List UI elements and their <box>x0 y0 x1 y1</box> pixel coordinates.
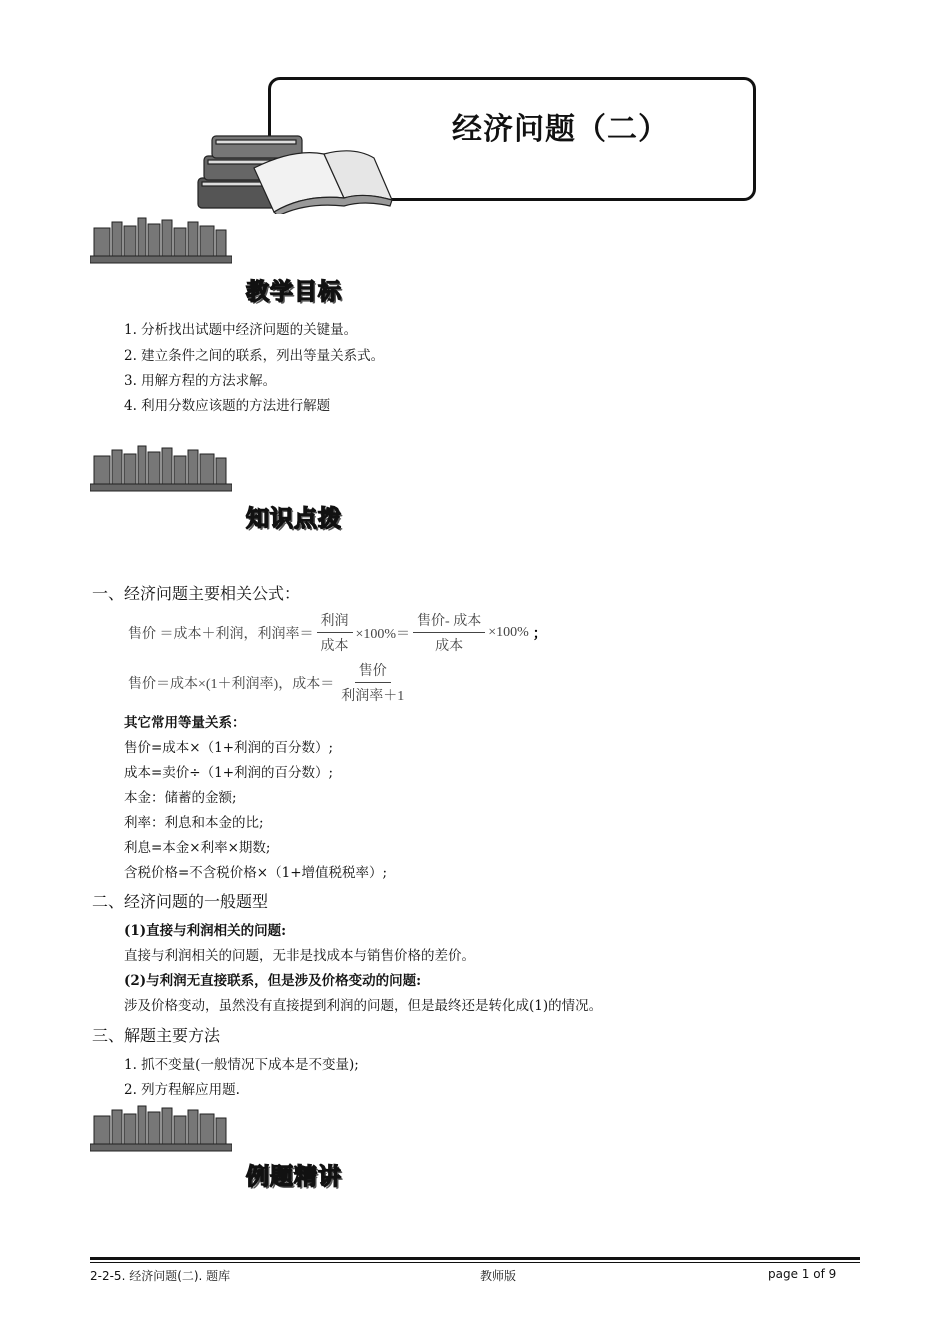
bookshelf-icon <box>90 442 232 494</box>
type1-text: 直接与利润相关的问题，无非是找成本与销售价格的差价。 <box>124 948 475 964</box>
formula-text: ×100% <box>488 624 529 640</box>
page-title: 经济问题（二） <box>452 112 669 147</box>
objective-item: 2. 建立条件之间的联系，列出等量关系式。 <box>124 348 385 364</box>
objective-item: 1. 分析找出试题中经济问题的关键量。 <box>124 322 358 338</box>
fraction-denominator: 成本 <box>320 639 349 654</box>
formula-end: ； <box>532 626 547 642</box>
footer-center: 教师版 <box>480 1269 517 1283</box>
part3-heading: 三、解题主要方法 <box>92 1026 221 1045</box>
footer-left: 2-2-5. 经济问题(二). 题库 <box>90 1269 231 1283</box>
fraction-numerator: 售价 <box>355 660 391 683</box>
formula-cost <box>128 660 411 705</box>
formula-profit-rate <box>128 610 547 655</box>
type2-title: (2)与利润无直接联系，但是涉及价格变动的问题: <box>124 973 422 989</box>
fraction <box>413 610 485 655</box>
fraction <box>317 610 353 655</box>
formula-text: 售价 ＝成本＋利润，利润率＝ <box>128 626 314 642</box>
bookshelf-icon <box>90 214 232 266</box>
fraction-denominator: 成本 <box>435 639 464 654</box>
type2-text: 涉及价格变动，虽然没有直接提到利润的问题，但是最终还是转化成(1)的情况。 <box>124 998 603 1014</box>
books-illustration <box>194 128 394 214</box>
section-heading-knowledge: 知识点拨 <box>246 506 342 532</box>
formula-text: ×100%＝ <box>355 626 411 642</box>
part2-heading: 二、经济问题的一般题型 <box>92 892 269 911</box>
bookshelf-icon <box>90 1102 232 1154</box>
relation-item: 售价=成本×（1+利润的百分数）; <box>124 740 334 756</box>
footer-page-number: page 1 of 9 <box>768 1267 837 1281</box>
relation-item: 本金：储蓄的金额; <box>124 790 237 806</box>
objective-item: 4. 利用分数应该题的方法进行解题 <box>124 398 331 414</box>
formula-text: 售价＝成本×(1＋利润率)，成本＝ <box>128 676 335 692</box>
footer-rule <box>90 1257 860 1260</box>
relation-item: 含税价格=不含税价格×（1+增值税税率）; <box>124 865 388 881</box>
objective-item: 3. 用解方程的方法求解。 <box>124 373 277 389</box>
method-item: 1. 抓不变量(一般情况下成本是不变量); <box>124 1057 359 1073</box>
section-heading-objectives: 教学目标 <box>246 279 342 305</box>
fraction-denominator: 利润率＋1 <box>341 689 405 704</box>
other-relations-title: 其它常用等量关系： <box>124 715 246 731</box>
type1-title: (1)直接与利润相关的问题: <box>124 923 287 939</box>
method-item: 2. 列方程解应用题. <box>124 1082 240 1098</box>
part1-heading: 一、经济问题主要相关公式： <box>92 584 301 603</box>
relation-item: 利率：利息和本金的比; <box>124 815 264 831</box>
fraction-numerator: 利润 <box>317 610 353 633</box>
relation-item: 利息=本金×利率×期数; <box>124 840 271 856</box>
section-heading-examples: 例题精讲 <box>246 1164 342 1190</box>
fraction-numerator: 售价- 成本 <box>413 610 485 633</box>
fraction <box>337 660 408 705</box>
relation-item: 成本=卖价÷（1+利润的百分数）; <box>124 765 334 781</box>
footer-rule <box>90 1262 860 1263</box>
